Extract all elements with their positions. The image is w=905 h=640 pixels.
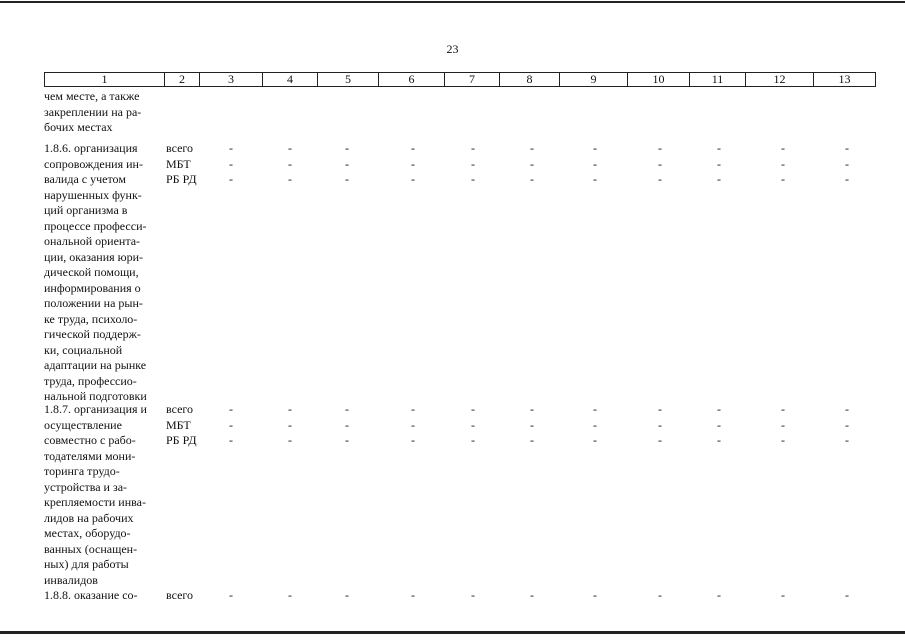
empty-cell-dash: - [845, 418, 849, 432]
header-col-1: 1 [44, 72, 165, 87]
funding-type-label: всего [166, 588, 194, 602]
empty-cell-dash: - [781, 402, 785, 416]
empty-cell-dash: - [411, 588, 415, 602]
page-number: 23 [446, 42, 459, 56]
empty-cell-dash: - [288, 418, 292, 432]
description-line: адаптации на рынке [44, 358, 147, 372]
empty-cell-dash: - [593, 172, 597, 186]
empty-cell-dash: - [530, 433, 534, 447]
description-line: нарушенных функ- [44, 187, 142, 202]
empty-cell-dash: - [471, 588, 475, 602]
empty-cell-dash: - [658, 157, 662, 171]
header-col-9: 9 [560, 72, 628, 87]
empty-cell-dash: - [593, 157, 597, 171]
description-line: нальной подготовки [44, 389, 147, 403]
header-col-3: 3 [200, 72, 263, 87]
empty-cell-dash: - [345, 402, 349, 416]
empty-cell-dash: - [471, 141, 475, 155]
header-col-10: 10 [628, 72, 690, 87]
empty-cell-dash: - [717, 157, 721, 171]
empty-cell-dash: - [471, 402, 475, 416]
description-line: тодателями мони- [44, 448, 136, 463]
row-description [44, 89, 158, 136]
description-line: торинга трудо- [44, 464, 120, 478]
description-line: сопровождения ин- [44, 156, 143, 171]
header-col-13: 13 [814, 72, 876, 87]
funding-types [166, 141, 216, 188]
empty-cell-dash: - [288, 157, 292, 171]
empty-cell-dash: - [411, 402, 415, 416]
empty-cell-dash: - [593, 402, 597, 416]
empty-cell-dash: - [717, 418, 721, 432]
empty-cell-dash: - [411, 418, 415, 432]
empty-cell-dash: - [229, 172, 233, 186]
funding-type-label: РБ РД [166, 172, 197, 186]
description-line: труда, профессио- [44, 373, 137, 388]
empty-cell-dash: - [593, 141, 597, 155]
empty-cell-dash: - [345, 141, 349, 155]
description-line: лидов на рабочих [44, 510, 134, 525]
empty-cell-dash: - [717, 141, 721, 155]
header-col-5: 5 [318, 72, 379, 87]
empty-cell-dash: - [781, 141, 785, 155]
header-col-2: 2 [165, 72, 200, 87]
description-line: гической поддерж- [44, 327, 141, 341]
empty-cell-dash: - [411, 172, 415, 186]
empty-cell-dash: - [229, 588, 233, 602]
description-line: чем месте, а также [44, 89, 140, 103]
funding-types [166, 588, 216, 604]
empty-cell-dash: - [781, 172, 785, 186]
funding-type-label: всего [166, 402, 194, 416]
header-col-8: 8 [500, 72, 560, 87]
description-line: устройства и за- [44, 479, 128, 494]
description-line: ке труда, психоло- [44, 311, 138, 326]
empty-cell-dash: - [845, 588, 849, 602]
empty-cell-dash: - [345, 588, 349, 602]
empty-cell-dash: - [411, 141, 415, 155]
row-description [44, 402, 158, 588]
header-col-6: 6 [379, 72, 445, 87]
empty-cell-dash: - [229, 418, 233, 432]
empty-cell-dash: - [471, 157, 475, 171]
top-border-line [0, 1, 905, 3]
empty-cell-dash: - [593, 433, 597, 447]
empty-cell-dash: - [345, 157, 349, 171]
empty-cell-dash: - [411, 433, 415, 447]
empty-cell-dash: - [411, 157, 415, 171]
header-col-4: 4 [263, 72, 318, 87]
description-line: ванных (оснащен- [44, 541, 138, 556]
empty-cell-dash: - [781, 418, 785, 432]
funding-types [166, 402, 216, 449]
empty-cell-dash: - [593, 588, 597, 602]
description-line: 1.8.7. организация и [44, 402, 147, 416]
empty-cell-dash: - [845, 402, 849, 416]
empty-cell-dash: - [593, 418, 597, 432]
header-col-7: 7 [445, 72, 500, 87]
empty-cell-dash: - [229, 402, 233, 416]
empty-cell-dash: - [229, 433, 233, 447]
description-line: ций организма в [44, 203, 128, 217]
description-line: осуществление [44, 417, 122, 432]
empty-cell-dash: - [530, 141, 534, 155]
empty-cell-dash: - [845, 157, 849, 171]
funding-type-label: всего [166, 141, 194, 155]
empty-cell-dash: - [471, 433, 475, 447]
empty-cell-dash: - [717, 433, 721, 447]
empty-cell-dash: - [781, 588, 785, 602]
description-line: информирования о [44, 280, 141, 295]
description-line: инвалидов [44, 572, 98, 587]
empty-cell-dash: - [229, 141, 233, 155]
empty-cell-dash: - [658, 433, 662, 447]
header-col-11: 11 [690, 72, 746, 87]
description-line: 1.8.8. оказание со- [44, 588, 138, 602]
description-line: крепляемости инва- [44, 495, 146, 509]
description-line: бочих местах [44, 120, 113, 134]
funding-type-label: МБТ [166, 156, 191, 171]
description-line: ции, оказания юри- [44, 249, 144, 264]
description-line: совместно с рабо- [44, 433, 136, 447]
description-line: закреплении на ра- [44, 104, 142, 119]
funding-type-label: РБ РД [166, 433, 197, 447]
description-line: 1.8.6. организация [44, 141, 138, 155]
empty-cell-dash: - [781, 433, 785, 447]
description-line: ных) для работы [44, 557, 129, 571]
description-line: валида с учетом [44, 172, 126, 186]
description-line: процессе професси- [44, 218, 147, 233]
description-line: дической помощи, [44, 265, 139, 279]
description-line: местах, оборудо- [44, 526, 131, 540]
empty-cell-dash: - [530, 172, 534, 186]
empty-cell-dash: - [288, 172, 292, 186]
bottom-border-line [0, 631, 905, 634]
empty-cell-dash: - [345, 172, 349, 186]
empty-cell-dash: - [288, 141, 292, 155]
description-line: положении на рын- [44, 296, 143, 310]
empty-cell-dash: - [288, 588, 292, 602]
row-description [44, 588, 158, 604]
empty-cell-dash: - [658, 588, 662, 602]
empty-cell-dash: - [288, 433, 292, 447]
empty-cell-dash: - [229, 157, 233, 171]
empty-cell-dash: - [471, 418, 475, 432]
description-line: ональной ориента- [44, 234, 141, 248]
empty-cell-dash: - [845, 172, 849, 186]
description-line: ки, социальной [44, 342, 123, 357]
row-description [44, 141, 158, 405]
empty-cell-dash: - [530, 157, 534, 171]
empty-cell-dash: - [781, 157, 785, 171]
empty-cell-dash: - [345, 418, 349, 432]
empty-cell-dash: - [717, 402, 721, 416]
empty-cell-dash: - [658, 418, 662, 432]
funding-type-label: МБТ [166, 417, 191, 432]
empty-cell-dash: - [530, 402, 534, 416]
empty-cell-dash: - [530, 418, 534, 432]
empty-cell-dash: - [658, 172, 662, 186]
empty-cell-dash: - [345, 433, 349, 447]
header-col-12: 12 [746, 72, 814, 87]
empty-cell-dash: - [845, 433, 849, 447]
empty-cell-dash: - [530, 588, 534, 602]
empty-cell-dash: - [845, 141, 849, 155]
empty-cell-dash: - [717, 588, 721, 602]
empty-cell-dash: - [288, 402, 292, 416]
empty-cell-dash: - [658, 141, 662, 155]
empty-cell-dash: - [471, 172, 475, 186]
empty-cell-dash: - [658, 402, 662, 416]
empty-cell-dash: - [717, 172, 721, 186]
